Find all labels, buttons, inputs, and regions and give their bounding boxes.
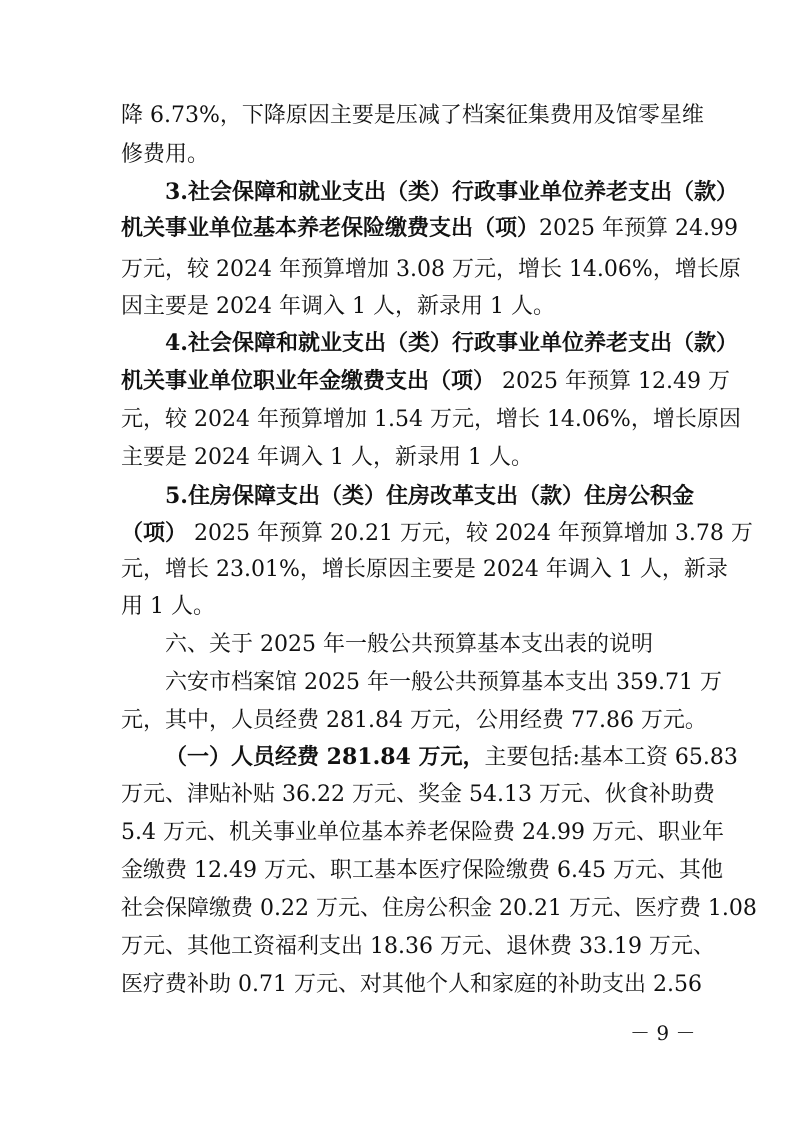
- body-text-line: 5.4 万元、机关事业单位基本养老保险费 24.99 万元、职业年: [121, 820, 724, 845]
- body-text-line: 六安市档案馆 2025 年一般公共预算基本支出 359.71 万: [165, 670, 722, 695]
- body-text-line: 元，增长 23.01%，增长原因主要是 2024 年调入 1 人，新录: [121, 557, 728, 582]
- section-heading-cont: （项）: [121, 520, 188, 546]
- body-text-line: 降 6.73%，下降原因主要是压减了档案征集费用及馆零星维: [121, 103, 704, 128]
- section-heading-cont: 机关事业单位职业年金缴费支出（项）: [121, 368, 496, 394]
- body-text-line: 社会保障缴费 0.22 万元、住房公积金 20.21 万元、医疗费 1.08: [121, 896, 757, 921]
- section-heading: 4.社会保障和就业支出（类）行政事业单位养老支出（款）: [165, 330, 738, 356]
- body-text-line: 主要是 2024 年调入 1 人，新录用 1 人。: [121, 445, 533, 470]
- body-text-line: [121, 366, 730, 397]
- body-text-line: 元，其中，人员经费 281.84 万元，公用经费 77.86 万元。: [121, 708, 707, 733]
- body-text-line: 因主要是 2024 年调入 1 人，新录用 1 人。: [121, 294, 555, 319]
- body-text-line: 元，较 2024 年预算增加 1.54 万元，增长 14.06%，增长原因: [121, 407, 741, 432]
- body-text-line: 万元、津贴补贴 36.22 万元、奖金 54.13 万元、伙食补助费: [121, 782, 715, 807]
- chapter-heading: 六、关于 2025 年一般公共预算基本支出表的说明: [165, 632, 653, 657]
- body-text: 主要包括:基本工资 65.83: [484, 745, 738, 770]
- body-text: 2025 年预算 20.21 万元，较 2024 年预算增加 3.78 万: [187, 521, 753, 546]
- body-text-line: [121, 518, 753, 549]
- body-text: 2025 年预算 24.99: [539, 216, 738, 241]
- body-text-line: [121, 213, 738, 244]
- body-text-line: 万元，较 2024 年预算增加 3.08 万元，增长 14.06%，增长原: [121, 257, 741, 282]
- body-text-line: 修费用。: [121, 142, 210, 167]
- body-text: 2025 年预算 12.49 万: [495, 369, 730, 394]
- subsection-heading: （一）人员经费 281.84 万元，: [165, 744, 485, 770]
- section-heading-cont: 机关事业单位基本养老保险缴费支出（项）: [121, 215, 540, 241]
- body-text-line: [165, 742, 738, 773]
- section-heading: 5.住房保障支出（类）住房改革支出（款）住房公积金: [165, 483, 694, 509]
- page-number: － 9 －: [630, 1021, 696, 1045]
- section-heading: 3.社会保障和就业支出（类）行政事业单位养老支出（款）: [165, 179, 738, 205]
- body-text-line: 用 1 人。: [121, 594, 215, 619]
- body-text-line: 金缴费 12.49 万元、职工基本医疗保险缴费 6.45 万元、其他: [121, 858, 723, 883]
- body-text-line: 医疗费补助 0.71 万元、对其他个人和家庭的补助支出 2.56: [121, 972, 702, 997]
- body-text-line: 万元、其他工资福利支出 18.36 万元、退休费 33.19 万元、: [121, 934, 715, 959]
